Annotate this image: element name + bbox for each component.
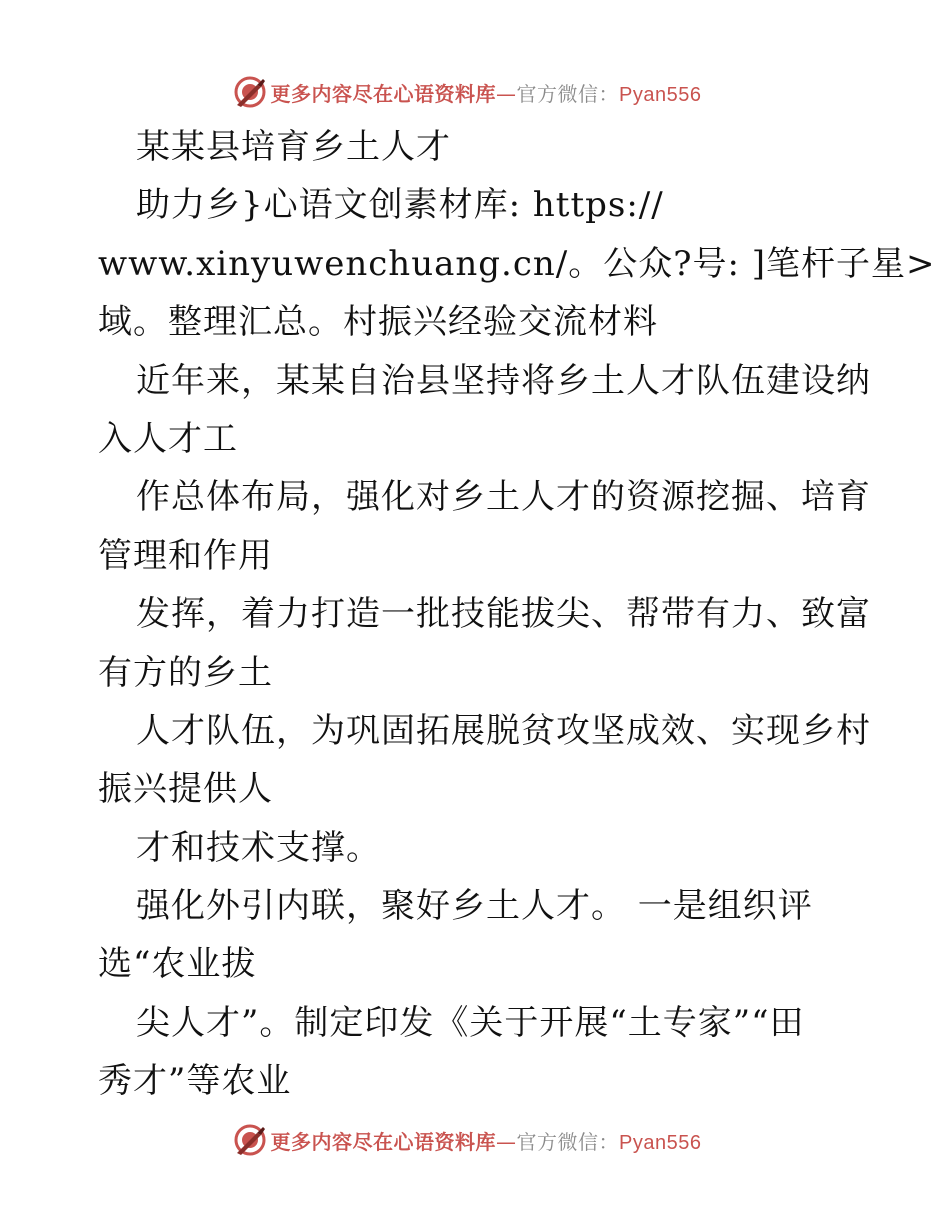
doc-line: 有方的乡土 <box>98 652 273 693</box>
doc-line: 管理和作用 <box>98 535 273 576</box>
footer-banner <box>0 1120 950 1160</box>
pen-logo-icon <box>233 1123 267 1157</box>
doc-line: 才和技术支撑。 <box>136 827 381 868</box>
doc-line: 发挥，着力打造一批技能拔尖、帮带有力、致富 <box>136 594 871 635</box>
doc-line: 入人才工 <box>98 418 238 459</box>
document-body <box>98 118 936 1111</box>
doc-title: 某某县培育乡土人才 <box>136 127 451 167</box>
banner-wechat-label: 官方微信： <box>516 81 620 106</box>
doc-line: 振兴提供人 <box>98 769 273 810</box>
banner-main-text: 更多内容尽在心语资料库 <box>270 1129 497 1154</box>
banner-wechat-id: Pyan556 <box>619 83 702 106</box>
doc-line: www.xinyuwenchuang.cn/。公众?号: ]笔杆子星> <box>98 243 936 284</box>
banner-text <box>271 1126 702 1155</box>
banner-separator: — <box>496 81 517 106</box>
banner-wechat-id: Pyan556 <box>619 1131 702 1154</box>
pen-logo-icon <box>233 75 267 109</box>
doc-line: 强化外引内联，聚好乡土人才。 一是组织评 <box>136 886 813 927</box>
doc-line: 近年来，某某自治县坚持将乡土人才队伍建设纳 <box>136 360 871 401</box>
banner-text <box>271 78 702 107</box>
doc-line: 选“农业拔 <box>98 944 257 985</box>
doc-line: 助力乡}心语文创素材库: https:// <box>136 185 664 226</box>
doc-line: 人才队伍，为巩固拓展脱贫攻坚成效、实现乡村 <box>136 710 871 751</box>
banner-separator: — <box>496 1129 517 1154</box>
doc-line: 域。整理汇总。村振兴经验交流材料 <box>98 302 658 343</box>
doc-line: 秀才”等农业 <box>98 1061 292 1102</box>
header-banner <box>0 72 950 112</box>
banner-main-text: 更多内容尽在心语资料库 <box>270 81 497 106</box>
banner-wechat-label: 官方微信： <box>516 1129 620 1154</box>
doc-line: 作总体布局，强化对乡土人才的资源挖掘、培育 <box>136 477 871 518</box>
doc-line: 尖人才”。制定印发《关于开展“土专家”“田 <box>136 1002 805 1043</box>
